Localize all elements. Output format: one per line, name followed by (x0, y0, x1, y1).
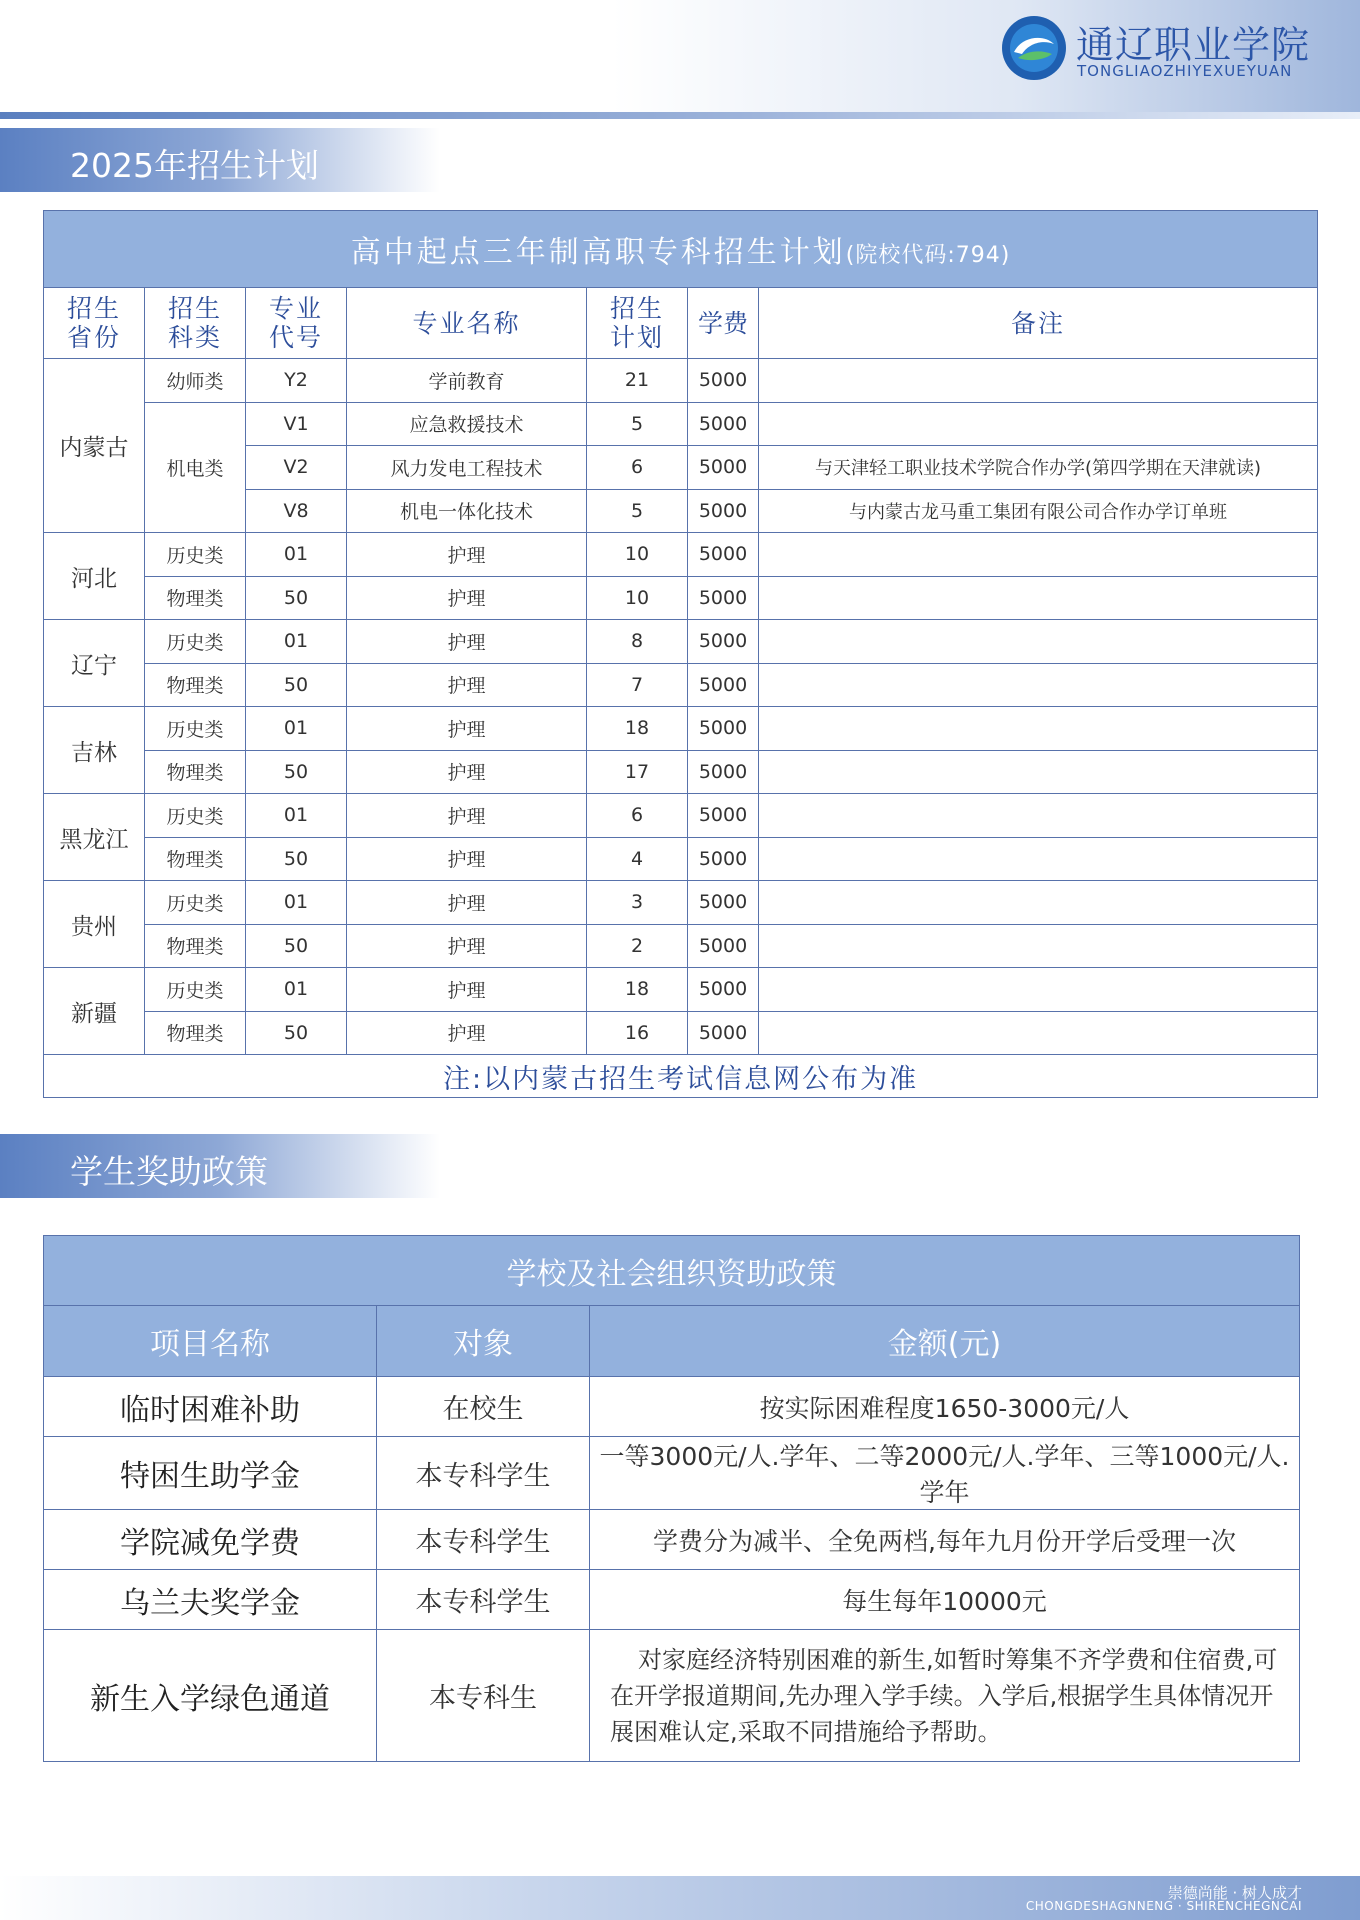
category-cell: 物理类 (145, 924, 246, 968)
aid-item-name: 临时困难补助 (44, 1377, 377, 1437)
province-cell: 河北 (44, 533, 145, 620)
header-amount: 金额(元) (590, 1306, 1300, 1377)
province-cell: 吉林 (44, 707, 145, 794)
category-cell: 历史类 (145, 881, 246, 925)
aid-table-header (44, 1306, 1300, 1377)
aid-target: 本专科学生 (377, 1510, 590, 1570)
major-name-cell: 护理 (347, 837, 587, 881)
table-row (44, 750, 1318, 794)
remark-cell: 与内蒙古龙马重工集团有限公司合作办学订单班 (759, 489, 1318, 533)
major-code-cell: 50 (246, 750, 347, 794)
tuition-cell: 5000 (688, 402, 759, 446)
remark-cell (759, 750, 1318, 794)
category-cell: 历史类 (145, 968, 246, 1012)
college-name-en: TONGLIAOZHIYEXUEYUAN (1077, 62, 1293, 80)
plan-count-cell: 5 (587, 402, 688, 446)
major-code-cell: 01 (246, 794, 347, 838)
tuition-cell: 5000 (688, 620, 759, 664)
category-cell: 物理类 (145, 663, 246, 707)
plan-count-cell: 2 (587, 924, 688, 968)
major-name-cell: 护理 (347, 750, 587, 794)
major-name-cell: 护理 (347, 663, 587, 707)
plan-count-cell: 6 (587, 446, 688, 490)
province-cell: 黑龙江 (44, 794, 145, 881)
major-name-cell: 风力发电工程技术 (347, 446, 587, 490)
footer-band (0, 1876, 1360, 1920)
footer-slogan-en: CHONGDESHAGNNENG · SHIRENCHEGNCAI (1025, 1899, 1302, 1913)
table-row (44, 402, 1318, 446)
remark-cell (759, 707, 1318, 751)
header-category: 招生 科类 (145, 288, 246, 359)
major-name-cell: 护理 (347, 968, 587, 1012)
major-code-cell: 01 (246, 707, 347, 751)
major-code-cell: 01 (246, 533, 347, 577)
table-row (44, 1437, 1300, 1510)
major-code-cell: 50 (246, 837, 347, 881)
table-row (44, 1630, 1300, 1762)
category-cell: 物理类 (145, 837, 246, 881)
category-cell: 物理类 (145, 750, 246, 794)
tuition-cell: 5000 (688, 576, 759, 620)
enrollment-plan-table (43, 210, 1318, 1098)
remark-cell (759, 402, 1318, 446)
table-row (44, 881, 1318, 925)
major-code-cell: 50 (246, 1011, 347, 1055)
remark-cell: 与天津轻工职业技术学院合作办学(第四学期在天津就读) (759, 446, 1318, 490)
header-item-name: 项目名称 (44, 1306, 377, 1377)
header-major: 专业名称 (347, 288, 587, 359)
plan-count-cell: 5 (587, 489, 688, 533)
student-aid-table (43, 1235, 1300, 1762)
major-name-cell: 学前教育 (347, 359, 587, 403)
tuition-cell: 5000 (688, 446, 759, 490)
table-row (44, 620, 1318, 664)
header-fee: 学费 (688, 288, 759, 359)
aid-item-name: 特困生助学金 (44, 1437, 377, 1510)
category-cell: 物理类 (145, 1011, 246, 1055)
remark-cell (759, 881, 1318, 925)
table-row (44, 837, 1318, 881)
tuition-cell: 5000 (688, 489, 759, 533)
category-cell: 历史类 (145, 707, 246, 751)
table-row (44, 968, 1318, 1012)
aid-amount: 学费分为减半、全免两档,每年九月份开学后受理一次 (590, 1510, 1300, 1570)
header-divider (0, 112, 1360, 119)
province-cell: 贵州 (44, 881, 145, 968)
major-code-cell: 01 (246, 620, 347, 664)
aid-item-name: 新生入学绿色通道 (44, 1630, 377, 1762)
college-code: (院校代码:794) (845, 243, 1011, 268)
header-plan: 招生 计划 (587, 288, 688, 359)
header-code: 专业 代号 (246, 288, 347, 359)
plan-count-cell: 10 (587, 533, 688, 577)
section-title: 2025年招生计划 (70, 146, 319, 185)
aid-table-title: 学校及社会组织资助政策 (44, 1236, 1300, 1306)
tuition-cell: 5000 (688, 881, 759, 925)
major-name-cell: 护理 (347, 576, 587, 620)
table-row (44, 924, 1318, 968)
tuition-cell: 5000 (688, 794, 759, 838)
aid-target: 本专科学生 (377, 1570, 590, 1630)
plan-count-cell: 17 (587, 750, 688, 794)
major-name-cell: 应急救援技术 (347, 402, 587, 446)
table-row (44, 794, 1318, 838)
remark-cell (759, 968, 1318, 1012)
major-code-cell: 01 (246, 968, 347, 1012)
major-name-cell: 护理 (347, 794, 587, 838)
major-code-cell: Y2 (246, 359, 347, 403)
major-code-cell: V8 (246, 489, 347, 533)
category-cell: 幼师类 (145, 359, 246, 403)
header-remark: 备注 (759, 288, 1318, 359)
major-name-cell: 护理 (347, 707, 587, 751)
remark-cell (759, 837, 1318, 881)
tuition-cell: 5000 (688, 359, 759, 403)
aid-amount: 按实际困难程度1650-3000元/人 (590, 1377, 1300, 1437)
table-row (44, 663, 1318, 707)
plan-count-cell: 8 (587, 620, 688, 664)
major-code-cell: 50 (246, 576, 347, 620)
major-name-cell: 护理 (347, 533, 587, 577)
province-cell: 内蒙古 (44, 359, 145, 533)
header-province: 招生 省份 (44, 288, 145, 359)
plan-count-cell: 21 (587, 359, 688, 403)
category-cell: 机电类 (145, 402, 246, 533)
aid-target: 在校生 (377, 1377, 590, 1437)
section-student-aid (0, 1134, 440, 1198)
remark-cell (759, 924, 1318, 968)
plan-count-cell: 7 (587, 663, 688, 707)
table-row (44, 1377, 1300, 1437)
aid-amount: 一等3000元/人.学年、二等2000元/人.学年、三等1000元/人.学年 (590, 1437, 1300, 1510)
tuition-cell: 5000 (688, 707, 759, 751)
table-row (44, 1570, 1300, 1630)
remark-cell (759, 794, 1318, 838)
major-name-cell: 机电一体化技术 (347, 489, 587, 533)
remark-cell (759, 576, 1318, 620)
major-name-cell: 护理 (347, 1011, 587, 1055)
tuition-cell: 5000 (688, 1011, 759, 1055)
tuition-cell: 5000 (688, 533, 759, 577)
remark-cell (759, 533, 1318, 577)
section-title: 学生奖助政策 (70, 1152, 268, 1191)
tuition-cell: 5000 (688, 968, 759, 1012)
major-name-cell: 护理 (347, 881, 587, 925)
plan-note: 注:以内蒙古招生考试信息网公布为准 (44, 1055, 1318, 1098)
tuition-cell: 5000 (688, 924, 759, 968)
tuition-cell: 5000 (688, 663, 759, 707)
major-code-cell: 50 (246, 924, 347, 968)
aid-item-name: 乌兰夫奖学金 (44, 1570, 377, 1630)
category-cell: 历史类 (145, 794, 246, 838)
major-code-cell: 01 (246, 881, 347, 925)
aid-amount: 每生每年10000元 (590, 1570, 1300, 1630)
remark-cell (759, 1011, 1318, 1055)
table-row (44, 576, 1318, 620)
plan-count-cell: 6 (587, 794, 688, 838)
category-cell: 物理类 (145, 576, 246, 620)
aid-target: 本专科生 (377, 1630, 590, 1762)
province-cell: 辽宁 (44, 620, 145, 707)
table-row (44, 707, 1318, 751)
table-row (44, 359, 1318, 403)
remark-cell (759, 663, 1318, 707)
college-name-cn: 通辽职业学院 (1076, 23, 1311, 67)
plan-count-cell: 4 (587, 837, 688, 881)
major-code-cell: V1 (246, 402, 347, 446)
plan-count-cell: 3 (587, 881, 688, 925)
aid-amount: 对家庭经济特别困难的新生,如暂时筹集不齐学费和住宿费,可在开学报道期间,先办理入学手续。入学后,根据学生具体情况开展困难认定,采取不同措施给予帮助。 (590, 1630, 1300, 1762)
province-cell: 新疆 (44, 968, 145, 1055)
plan-table-header (44, 288, 1318, 359)
table-row (44, 1011, 1318, 1055)
table-row (44, 1510, 1300, 1570)
plan-count-cell: 18 (587, 707, 688, 751)
major-name-cell: 护理 (347, 924, 587, 968)
plan-count-cell: 10 (587, 576, 688, 620)
major-code-cell: 50 (246, 663, 347, 707)
section-enrollment-plan (0, 128, 440, 192)
tuition-cell: 5000 (688, 837, 759, 881)
category-cell: 历史类 (145, 620, 246, 664)
plan-table-title: 高中起点三年制高职专科招生计划(院校代码:794) (44, 211, 1318, 288)
tuition-cell: 5000 (688, 750, 759, 794)
remark-cell (759, 620, 1318, 664)
aid-item-name: 学院减免学费 (44, 1510, 377, 1570)
header-target: 对象 (377, 1306, 590, 1377)
plan-count-cell: 16 (587, 1011, 688, 1055)
college-logo-icon (1000, 14, 1068, 82)
remark-cell (759, 359, 1318, 403)
aid-target: 本专科学生 (377, 1437, 590, 1510)
plan-count-cell: 18 (587, 968, 688, 1012)
table-row (44, 533, 1318, 577)
major-code-cell: V2 (246, 446, 347, 490)
category-cell: 历史类 (145, 533, 246, 577)
footer-slogan-cn: 崇德尚能 · 树人成才 (1167, 1884, 1302, 1902)
major-name-cell: 护理 (347, 620, 587, 664)
